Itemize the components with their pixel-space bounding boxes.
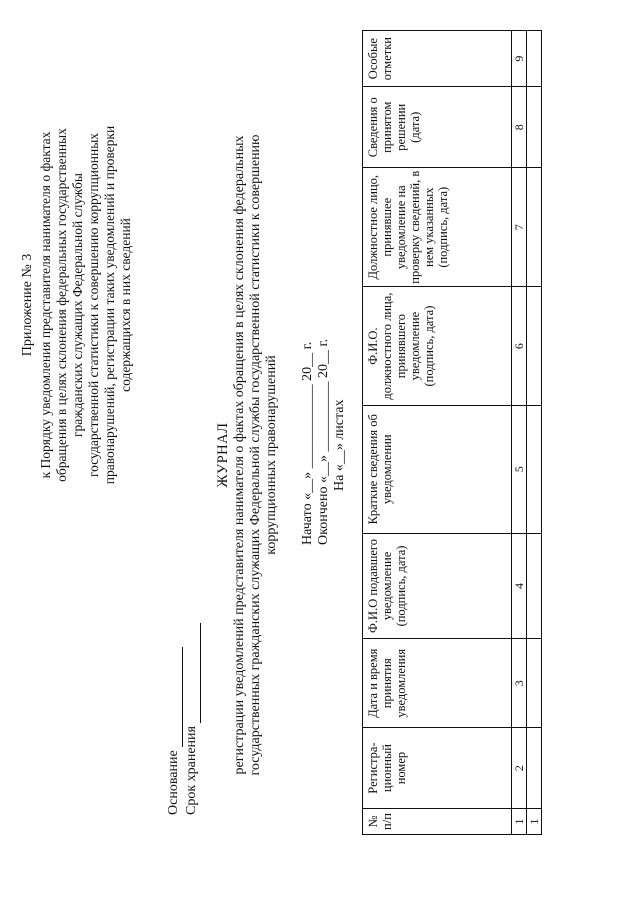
table-cell: 1 — [527, 809, 542, 835]
table-cell — [527, 533, 542, 639]
table-header-row — [363, 31, 512, 835]
appendix-line: обращения в целях склонения федеральных государственных — [54, 128, 69, 482]
storage-blank-line — [186, 623, 201, 723]
started-date: Начато «__» ____________ 20__ г. — [300, 341, 315, 545]
appendix-line: к Порядку уведомления представителя нанимателя о фактах — [38, 131, 53, 479]
appendix-line: гражданских служащих Федеральной службы — [70, 173, 85, 438]
column-number-row — [512, 31, 527, 835]
table-cell — [527, 31, 542, 87]
sheets-count: На «__» листах — [332, 399, 347, 491]
header-cell: Ф.И.О подавшего уведомление (подпись, дата) — [363, 533, 512, 639]
finished-date: Окончено «__» __________ 20__ г. — [316, 338, 331, 545]
header-cell: Сведения о принятом решении (дата) — [363, 87, 512, 168]
table-cell — [527, 406, 542, 534]
column-number: 5 — [512, 406, 527, 534]
appendix-heading: Приложение № 3 — [20, 253, 35, 357]
table-cell — [527, 287, 542, 406]
journal-subtitle-line: регистрации уведомлений представителя нанимателя о фактах обращения в целях склонения федеральных — [232, 135, 247, 775]
table-cell — [527, 639, 542, 728]
table-cell — [527, 728, 542, 809]
table-row — [527, 31, 542, 835]
column-number: 9 — [512, 31, 527, 87]
column-number: 2 — [512, 728, 527, 809]
column-number: 3 — [512, 639, 527, 728]
header-cell: Ф.И.О. должностного лица, принявшего уведомление (подпись, дата) — [363, 287, 512, 406]
storage-label: Срок хранения — [184, 726, 199, 815]
header-cell: Должностное лицо, принявшее уведомление на проверку сведений, в нем указанных (подпись, дата) — [363, 168, 512, 287]
column-number: 8 — [512, 87, 527, 168]
basis-block — [165, 623, 201, 815]
header-cell: Дата и время принятия уведомления — [363, 639, 512, 728]
column-number: 1 — [512, 809, 527, 835]
header-cell: Регистра-ционный номер — [363, 728, 512, 809]
column-number: 4 — [512, 533, 527, 639]
basis-blank-line — [168, 647, 183, 747]
basis-label: Основание — [166, 750, 181, 815]
dates-block — [300, 265, 348, 545]
appendix-line: государственной статистики к совершению коррупционных — [86, 132, 101, 478]
appendix-line: правонарушений, регистрации таких уведомлений и проверки — [102, 125, 117, 485]
journal-table — [362, 30, 542, 835]
journal-subtitle-line: государственных гражданских служащих Федеральной службы государственной статистики к совершению — [248, 134, 263, 776]
header-cell: № п/п — [363, 809, 512, 835]
column-number: 6 — [512, 287, 527, 406]
journal-subtitle-line: коррупционных правонарушений — [264, 355, 279, 555]
journal-title: ЖУРНАЛ — [215, 422, 231, 488]
journal-title-block — [215, 125, 280, 785]
header-cell: Особые отметки — [363, 31, 512, 87]
appendix-line: содержащихся в них сведений — [118, 218, 133, 392]
table-cell — [527, 87, 542, 168]
table-cell — [527, 168, 542, 287]
appendix-header — [20, 45, 134, 565]
header-cell: Краткие сведения об уведомлении — [363, 406, 512, 534]
column-number: 7 — [512, 168, 527, 287]
